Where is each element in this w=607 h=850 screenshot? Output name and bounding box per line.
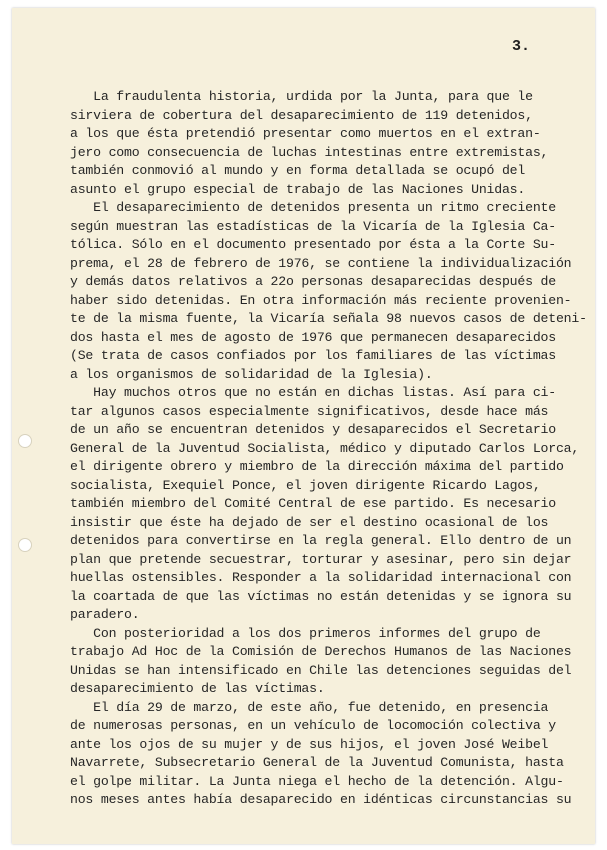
text-line: Hay muchos otros que no están en dichas listas. Así para ci- [70,385,556,400]
text-line: socialista, Exequiel Ponce, el joven dirigente Ricardo Lagos, [70,477,541,493]
text-line: a los organismos de solidaridad de la Iglesia). [70,366,433,382]
text-line: ante los ojos de su mujer y de sus hijos, el joven José Weibel [70,736,549,752]
text-line: trabajo Ad Hoc de la Comisión de Derechos Humanos de las Naciones [70,644,572,659]
text-line: insistir que éste ha dejado de ser el destino ocasional de los [70,514,549,530]
text-line: Navarrete, Subsecretario General de la Juventud Comunista, hasta [70,755,564,770]
text-line: de numerosas personas, en un vehículo de locomoción colectiva y [70,718,556,733]
text-line: dos hasta el mes de agosto de 1976 que permanecen desaparecidos [70,329,556,345]
text-line: desaparecimiento de las víctimas. [70,681,325,696]
punch-hole-top [18,434,32,448]
text-line: el dirigente obrero y miembro de la dirección máxima del partido [70,459,564,474]
paragraph [70,625,578,699]
text-line: tar algunos casos especialmente significativos, desde hace más [70,403,549,419]
paragraph [70,88,578,199]
text-line: el golpe militar. La Junta niega el hecho de la detención. Algu- [70,773,564,789]
text-line: nos meses antes había desaparecido en idénticas circunstancias su [70,792,572,807]
text-line: (Se trata de casos confiados por los familiares de las víctimas [70,348,556,363]
text-line: El día 29 de marzo, de este año, fue detenido, en presencia [70,699,549,715]
text-line: Unidas se han intensificado en Chile las detenciones seguidas del [70,662,572,678]
punch-hole-bottom [18,538,32,552]
text-line: plan que pretende secuestrar, torturar y asesinar, pero sin dejar [70,551,572,567]
text-line: asunto el grupo especial de trabajo de las Naciones Unidas. [70,181,526,197]
text-line: huellas ostensibles. Responder a la solidaridad internacional con [70,570,572,585]
text-line: de un año se encuentran detenidos y desaparecidos el Secretario [70,422,556,437]
text-line: sirviera de cobertura del desaparecimiento de 119 detenidos, [70,107,533,123]
text-line: y demás datos relativos a 22o personas desaparecidas después de [70,274,556,289]
text-line: según muestran las estadísticas de la Vicaría de la Iglesia Ca- [70,218,556,234]
text-line: la coartada de que las víctimas no están detenidas y se ignora su [70,588,572,604]
page-number: 3. [512,38,531,55]
text-line: tólica. Sólo en el documento presentado por ésta a la Corte Su- [70,237,556,252]
paragraph [70,384,578,625]
document-page [12,8,595,844]
paragraph [70,699,578,810]
text-line: La fraudulenta historia, urdida por la Junta, para que le [70,89,533,104]
text-line: detenidos para convertirse en la regla general. Ello dentro de un [70,533,572,548]
paragraph [70,199,587,384]
text-line: te de la misma fuente, la Vicaría señala 98 nuevos casos de deteni- [70,311,587,326]
text-line: también miembro del Comité Central de ese partido. Es necesario [70,496,556,511]
text-line: El desaparecimiento de detenidos presenta un ritmo creciente [70,200,556,215]
text-line: General de la Juventud Socialista, médico y diputado Carlos Lorca, [70,440,580,456]
text-line: a los que ésta pretendió presentar como muertos en el extran- [70,126,541,141]
text-line: Con posterioridad a los dos primeros informes del grupo de [70,625,541,641]
text-line: paradero. [70,607,140,622]
body-text [70,88,587,810]
text-line: haber sido detenidas. En otra información más reciente provenien- [70,292,572,308]
text-line: también conmovió al mundo y en forma detallada se ocupó del [70,163,526,178]
text-line: prema, el 28 de febrero de 1976, se contiene la individualización [70,255,572,271]
text-line: jero como consecuencia de luchas intestinas entre extremistas, [70,144,549,160]
